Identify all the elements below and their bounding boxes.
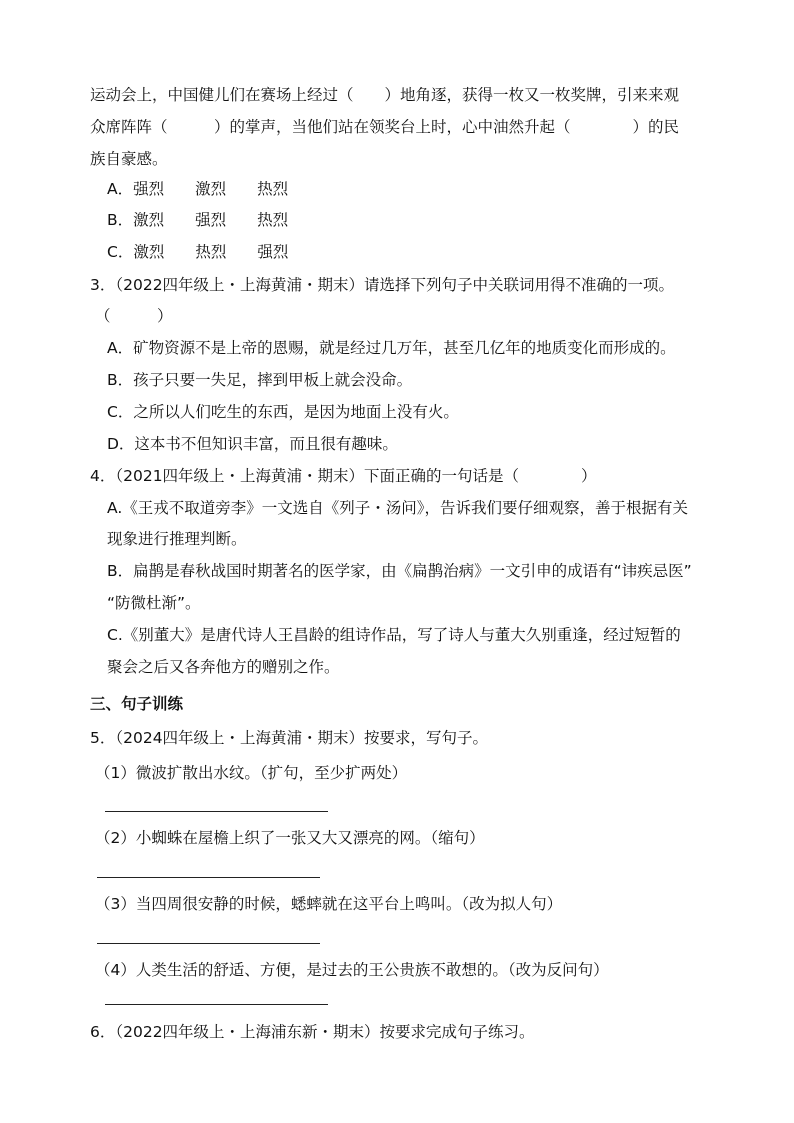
answer-line[interactable] <box>97 943 320 944</box>
subquestion-3: （3）当四周很安静的时候，蟋蟀就在这平台上鸣叫。（改为拟人句） <box>95 895 563 913</box>
answer-line[interactable] <box>105 1004 328 1005</box>
text-line: 族自豪感。 <box>90 150 168 168</box>
option-b: B．扁鹊是春秋战国时期著名的医学家，由《扁鹊治病》一文引申的成语有“讳疾忌医” <box>107 562 692 580</box>
answer-line[interactable] <box>97 877 320 878</box>
option-c: C．激烈 热烈 强烈 <box>107 243 289 261</box>
option-c: C.《别董大》是唐代诗人王昌龄的组诗作品，写了诗人与董大久别重逢，经过短暂的 <box>107 626 681 644</box>
text-line: 运动会上，中国健儿们在赛场上经过（ ）地角逐，获得一枚又一枚奖牌，引来来观 <box>90 86 680 104</box>
subquestion-2: （2）小蜘蛛在屋檐上织了一张又大又漂亮的网。（缩句） <box>95 829 485 847</box>
option-c-continued: 聚会之后又各奔他方的赠别之作。 <box>107 658 340 676</box>
option-b: B．孩子只要一失足，摔到甲板上就会没命。 <box>107 371 413 389</box>
option-a: A．强烈 激烈 热烈 <box>107 180 289 198</box>
question-5: 5．（2024四年级上・上海黄浦・期末）按要求，写句子。 <box>90 729 489 747</box>
question-6: 6．（2022四年级上・上海浦东新・期末）按要求完成句子练习。 <box>90 1023 535 1041</box>
question-4: 4．（2021四年级上・上海黄浦・期末）下面正确的一句话是（ ） <box>90 467 597 485</box>
option-b-continued: “防微杜渐”。 <box>107 594 201 612</box>
section-heading: 三、句子训练 <box>90 695 184 713</box>
subquestion-1: （1）微波扩散出水纹。（扩句，至少扩两处） <box>95 764 408 782</box>
subquestion-4: （4）人类生活的舒适、方便，是过去的王公贵族不敢想的。（改为反问句） <box>95 961 609 979</box>
question-3: 3．（2022四年级上・上海黄浦・期末）请选择下列句子中关联词用得不准确的一项。 <box>90 276 675 294</box>
option-b: B．激烈 强烈 热烈 <box>107 211 289 229</box>
option-d: D．这本书不但知识丰富，而且很有趣味。 <box>107 435 398 453</box>
answer-bracket: （ ） <box>95 307 173 325</box>
answer-line[interactable] <box>105 811 328 812</box>
option-a-continued: 现象进行推理判断。 <box>107 530 247 548</box>
text-line: 众席阵阵（ ）的掌声，当他们站在领奖台上时，心中油然升起（ ）的民 <box>90 118 680 136</box>
option-a: A.《王戎不取道旁李》一文选自《列子・汤问》，告诉我们要仔细观察，善于根据有关 <box>107 499 689 517</box>
option-c: C．之所以人们吃生的东西，是因为地面上没有火。 <box>107 403 459 421</box>
option-a: A．矿物资源不是上帝的恩赐，就是经过几万年，甚至几亿年的地质变化而形成的。 <box>107 339 676 357</box>
